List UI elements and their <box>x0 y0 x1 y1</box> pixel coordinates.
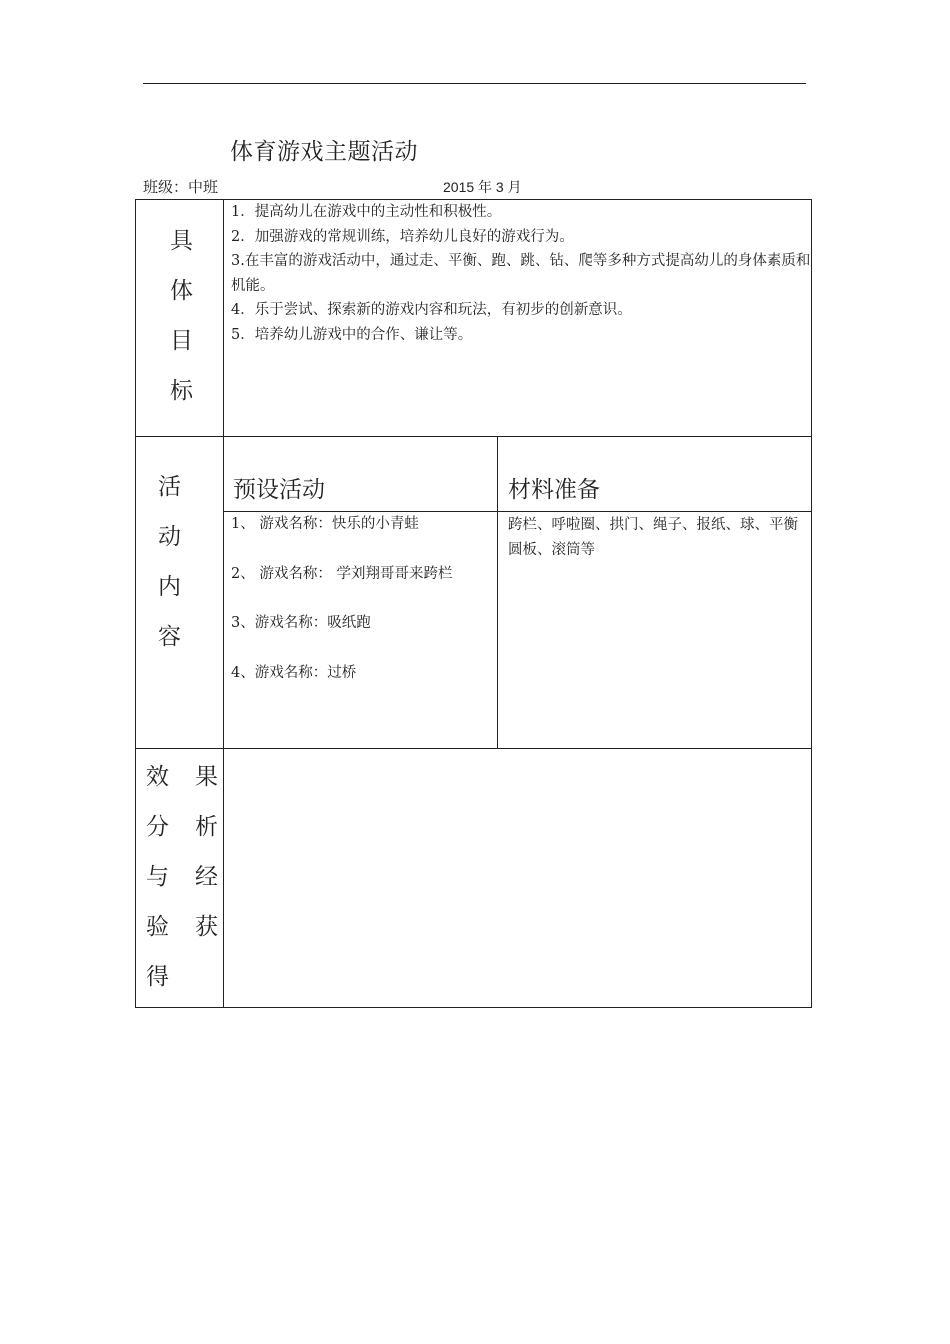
preset-activity-header: 预设活动 <box>233 477 325 503</box>
materials-text: 跨栏、呼啦圈、拱门、绳子、报纸、球、平衡圆板、滚筒等 <box>508 517 798 558</box>
date-label: 2015 年 3 月 <box>443 179 522 195</box>
game-item: 1、 游戏名称：快乐的小青蛙 <box>231 516 419 532</box>
header-rule <box>143 83 806 84</box>
goal-item: 5．培养幼儿游戏中的合作、谦让等。 <box>231 326 473 343</box>
label-column-divider <box>223 200 224 1008</box>
materials-header: 材料准备 <box>508 477 600 503</box>
activity-content-label: 活 动 内 容 <box>158 474 181 650</box>
game-item: 4、游戏名称：过桥 <box>231 664 357 681</box>
class-info: 班级：中班 <box>143 178 219 196</box>
goals-list <box>231 200 816 347</box>
games-list <box>231 512 452 710</box>
goal-item: 4．乐于尝试、探索新的游戏内容和玩法，有初步的创新意识。 <box>231 302 632 318</box>
effect-analysis-label: 效 果 分 析 与 经 验 获 得 <box>146 764 218 990</box>
goal-item: 1．提高幼儿在游戏中的主动性和积极性。 <box>231 204 502 220</box>
row-divider-goals <box>136 436 811 437</box>
game-item: 3、游戏名称：吸纸跑 <box>231 615 371 631</box>
activity-plan-table <box>135 199 812 1008</box>
game-item: 2、 游戏名称： 学刘翔哥哥来跨栏 <box>231 565 453 582</box>
row-divider-content <box>136 748 811 749</box>
goal-item: 2．加强游戏的常规训练，培养幼儿良好的游戏行为。 <box>231 228 574 245</box>
materials-column-divider <box>497 436 498 748</box>
goals-label: 具 体 目 标 <box>170 228 193 404</box>
goal-item: 3.在丰富的游戏活动中，通过走、平衡、跑、跳、钻、爬等多种方式提高幼儿的身体素质和机能。 <box>231 253 811 294</box>
page-title: 体育游戏主题活动 <box>230 139 418 165</box>
